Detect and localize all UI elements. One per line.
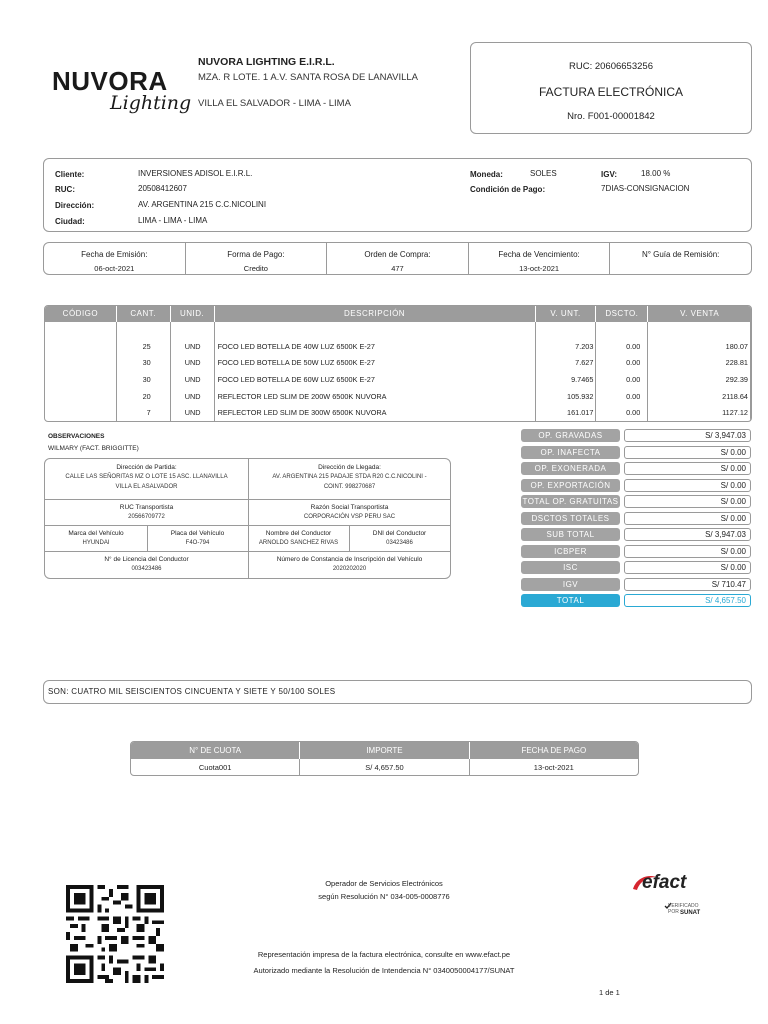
driver-name-label: Nombre del Conductor [265, 530, 332, 537]
guide-cell [610, 243, 751, 274]
driver-name-value: ARNOLDO SANCHEZ RIVAS [258, 540, 339, 546]
total-amount: S/ 0.00 [624, 479, 751, 492]
header-qty: CANT. [117, 306, 171, 322]
purchase-order-cell [327, 243, 469, 274]
table-row [45, 405, 751, 421]
cell-code [45, 372, 117, 388]
page-number: 1 de 1 [599, 988, 620, 997]
cell-discount: 0.00 [626, 358, 641, 367]
company-city: VILLA EL SALVADOR - LIMA - LIMA [198, 98, 351, 109]
total-label: OP. EXONERADA [521, 462, 620, 475]
table-row [131, 759, 638, 776]
city-label: Ciudad: [55, 217, 85, 226]
departure-address-cell [45, 464, 248, 490]
total-amount: S/ 0.00 [624, 561, 751, 574]
grand-total-amount: S/ 4,657.50 [624, 594, 751, 607]
total-amount: S/ 0.00 [624, 495, 751, 508]
carrier-name-cell [248, 504, 451, 520]
ruc-label: RUC: [55, 185, 75, 194]
cell-description: FOCO LED BOTELLA DE 60W LUZ 6500K E-27 [217, 375, 375, 384]
cell-sale-value: 228.81 [725, 358, 748, 367]
driver-dni-cell [349, 530, 450, 546]
cell-qty: 7 [146, 408, 151, 417]
arrival-address-line1: AV. ARGENTINA 215 PADAJE STDA R20 C.C.NICOLINI - [272, 474, 427, 480]
authorization-note: Autorizado mediante la Resolución de Intendencia N° 0340050004177/SUNAT [253, 966, 515, 975]
total-amount: S/ 0.00 [624, 462, 751, 475]
total-label: OP. INAFECTA [521, 446, 620, 459]
total-label: OP. EXPORTACIÓN [521, 479, 620, 492]
departure-address-label: Dirección de Partida: [116, 464, 177, 471]
client-city: LIMA - LIMA - LIMA [138, 216, 208, 225]
arrival-address-label: Dirección de Llegada: [318, 464, 381, 471]
divider [45, 551, 450, 552]
client-ruc: 20508412607 [138, 184, 187, 193]
table-row [45, 339, 751, 355]
operator-text-line1: Operador de Servicios Electrónicos [325, 879, 443, 888]
purchase-order-label: Orden de Compra: [364, 250, 431, 259]
vehicle-plate-value: F4O-794 [185, 540, 210, 546]
company-name: NUVORA LIGHTING E.I.R.L. [198, 56, 335, 68]
items-header [45, 306, 751, 322]
items-table [44, 305, 752, 422]
igv-value: 18.00 % [641, 169, 671, 178]
issue-date-cell [44, 243, 186, 274]
total-label: IGV [521, 578, 620, 591]
items-body [45, 322, 751, 422]
cell-code [45, 389, 117, 405]
observations-text: WILMARY (FACT. BRIGGITTE) [48, 445, 139, 452]
header-unit-value: V. UNT. [536, 306, 597, 322]
transport-box [44, 458, 451, 579]
client-label: Cliente: [55, 170, 85, 179]
igv-label: IGV: [601, 170, 618, 179]
printed-representation-note: Representación impresa de la factura electrónica, consulte en www.efact.pe [257, 950, 511, 959]
cell-unit: UND [184, 408, 201, 417]
total-label: ISC [521, 561, 620, 574]
total-amount: S/ 0.00 [624, 512, 751, 525]
observations-title: OBSERVACIONES [48, 433, 105, 440]
total-label: ICBPER [521, 545, 620, 558]
total-amount: S/ 0.00 [624, 545, 751, 558]
invoice-id-box [470, 42, 752, 134]
cell-qty: 25 [142, 342, 151, 351]
cell-unit: UND [184, 342, 201, 351]
payment-form-value: Credito [243, 264, 268, 273]
client-info-box [43, 158, 752, 232]
total-amount: S/ 3,947.03 [624, 429, 751, 442]
cell-qty: 30 [142, 358, 151, 367]
invoice-number: Nro. F001-00001842 [567, 111, 655, 122]
carrier-ruc-value: 20566709772 [128, 514, 165, 520]
grand-total-label: TOTAL [521, 594, 620, 607]
arrival-address-line2: COINT. 998270687 [323, 484, 376, 490]
issue-date-value: 06-oct-2021 [94, 264, 135, 273]
driver-name-cell [248, 530, 349, 546]
carrier-ruc-label: RUC Transportista [119, 504, 174, 511]
total-amount: S/ 3,947.03 [624, 528, 751, 541]
efact-wordmark: efact [642, 872, 687, 893]
verified-by-text: VERIFICADO POR [668, 903, 699, 915]
cell-discount: 0.00 [626, 375, 641, 384]
header-sale-value: V. VENTA [680, 309, 720, 318]
carrier-name-label: Razón Social Transportista [310, 504, 389, 511]
vehicle-plate-label: Placa del Vehículo [170, 530, 225, 537]
total-label: DSCTOS TOTALES [521, 512, 620, 525]
installments-header [131, 742, 638, 759]
table-row [45, 389, 751, 405]
payment-form-label: Forma de Pago: [227, 250, 285, 259]
vehicle-brand-label: Marca del Vehículo [68, 530, 124, 537]
client-address: AV. ARGENTINA 215 C.C.NICOLINI [138, 200, 267, 209]
cell-unit-value: 105.932 [567, 392, 594, 401]
cell-sale-value: 180.07 [725, 342, 748, 351]
address-label: Dirección: [55, 201, 95, 210]
company-logo-word: NUVORA [52, 66, 168, 96]
header-code: CÓDIGO [45, 306, 117, 322]
amount-in-words: SON: CUATRO MIL SEISCIENTOS CINCUENTA Y SIETE Y 50/100 SOLES [43, 680, 752, 704]
cell-code [45, 355, 117, 371]
cell-unit: UND [184, 358, 201, 367]
client-name: INVERSIONES ADISOL E.I.R.L. [138, 169, 253, 178]
total-label: SUB TOTAL [521, 528, 620, 541]
due-date-value: 13-oct-2021 [519, 264, 560, 273]
header-description: DESCRIPCIÓN [215, 306, 536, 322]
guide-label: N° Guía de Remisión: [641, 250, 720, 259]
total-amount: S/ 710.47 [624, 578, 751, 591]
departure-address-line1: CALLE LAS SEÑORITAS MZ O LOTE 15 ASC. LLANAVILLA [65, 474, 228, 480]
company-address: MZA. R LOTE. 1 A.V. SANTA ROSA DE LANAVILLA [198, 72, 418, 83]
vehicle-brand-cell [45, 530, 147, 546]
cell-installment: Cuota001 [131, 759, 300, 776]
header-amount: IMPORTE [300, 742, 469, 759]
payment-form-cell [186, 243, 328, 274]
sunat-wordmark: SUNAT [680, 910, 701, 916]
issue-date-label: Fecha de Emisión: [81, 250, 148, 259]
invoice-ruc: RUC: 20606653256 [569, 61, 653, 72]
cell-unit-value: 9.7465 [571, 375, 594, 384]
cell-amount: S/ 4,657.50 [300, 759, 469, 776]
currency-value: SOLES [530, 169, 557, 178]
cell-sale-value: 292.39 [725, 375, 748, 384]
vehicle-plate-cell [147, 530, 248, 546]
total-label: OP. GRAVADAS [521, 429, 620, 442]
cell-unit-value: 7.203 [575, 342, 594, 351]
cell-sale-value: 1127.12 [722, 408, 748, 417]
cell-payment-date: 13-oct-2021 [533, 763, 574, 772]
cell-unit-value: 161.017 [567, 408, 594, 417]
vehicle-registration-value: 2020202020 [332, 566, 367, 572]
cell-qty: 30 [142, 375, 151, 384]
operator-text-line2: según Resolución N° 034-005-0008776 [318, 892, 450, 901]
vehicle-brand-value: HYUNDAI [82, 540, 110, 546]
header-installment: N° DE CUOTA [131, 742, 300, 759]
arrival-address-cell [248, 464, 451, 490]
cell-code [45, 405, 117, 421]
cell-qty: 20 [142, 392, 151, 401]
vehicle-registration-cell [248, 556, 451, 572]
cell-unit: UND [184, 375, 201, 384]
driver-license-cell [45, 556, 248, 572]
header-discount: DSCTO. [596, 306, 648, 322]
invoice-title: FACTURA ELECTRÓNICA [538, 85, 684, 99]
cell-unit: UND [184, 392, 201, 401]
cell-description: REFLECTOR LED SLIM DE 200W 6500K NUVORA [217, 392, 387, 401]
driver-license-value: 003423486 [131, 566, 162, 572]
total-amount: S/ 0.00 [624, 446, 751, 459]
carrier-name-value: CORPORACIÓN VSP PERU SAC [303, 514, 396, 520]
total-label: TOTAL OP. GRATUITAS [522, 497, 619, 506]
cell-description: FOCO LED BOTELLA DE 50W LUZ 6500K E-27 [217, 358, 375, 367]
due-date-label: Fecha de Vencimiento: [498, 250, 580, 259]
cell-description: REFLECTOR LED SLIM DE 300W 6500K NUVORA [217, 408, 387, 417]
company-logo-sub: Lighting [110, 92, 192, 114]
cell-discount: 0.00 [626, 342, 641, 351]
cell-code [45, 339, 117, 355]
cell-discount: 0.00 [626, 392, 641, 401]
vehicle-registration-label: Número de Constancia de Inscripción del Vehículo [276, 556, 423, 563]
driver-license-label: N° de Licencia del Conductor [104, 556, 189, 563]
table-row [45, 355, 751, 371]
driver-dni-value: 03423486 [386, 540, 413, 546]
carrier-ruc-cell [45, 504, 248, 520]
efact-logo [630, 870, 710, 920]
table-row [45, 372, 751, 388]
departure-address-line2: VILLA EL ASALVADOR [115, 484, 178, 490]
purchase-order-value: 477 [391, 264, 404, 273]
cell-sale-value: 2118.64 [722, 392, 748, 401]
installments-table [130, 741, 639, 776]
header-unit: UNID. [171, 306, 215, 322]
payment-condition-value: 7DIAS-CONSIGNACION [601, 184, 690, 193]
payment-condition-label: Condición de Pago: [470, 185, 546, 194]
cell-description: FOCO LED BOTELLA DE 40W LUZ 6500K E-27 [217, 342, 375, 351]
currency-label: Moneda: [470, 170, 503, 179]
cell-unit-value: 7.627 [575, 358, 594, 367]
cell-discount: 0.00 [626, 408, 641, 417]
header-payment-date: FECHA DE PAGO [521, 746, 587, 755]
dates-box [43, 242, 752, 275]
due-date-cell [469, 243, 611, 274]
driver-dni-label: DNI del Conductor [372, 530, 427, 537]
